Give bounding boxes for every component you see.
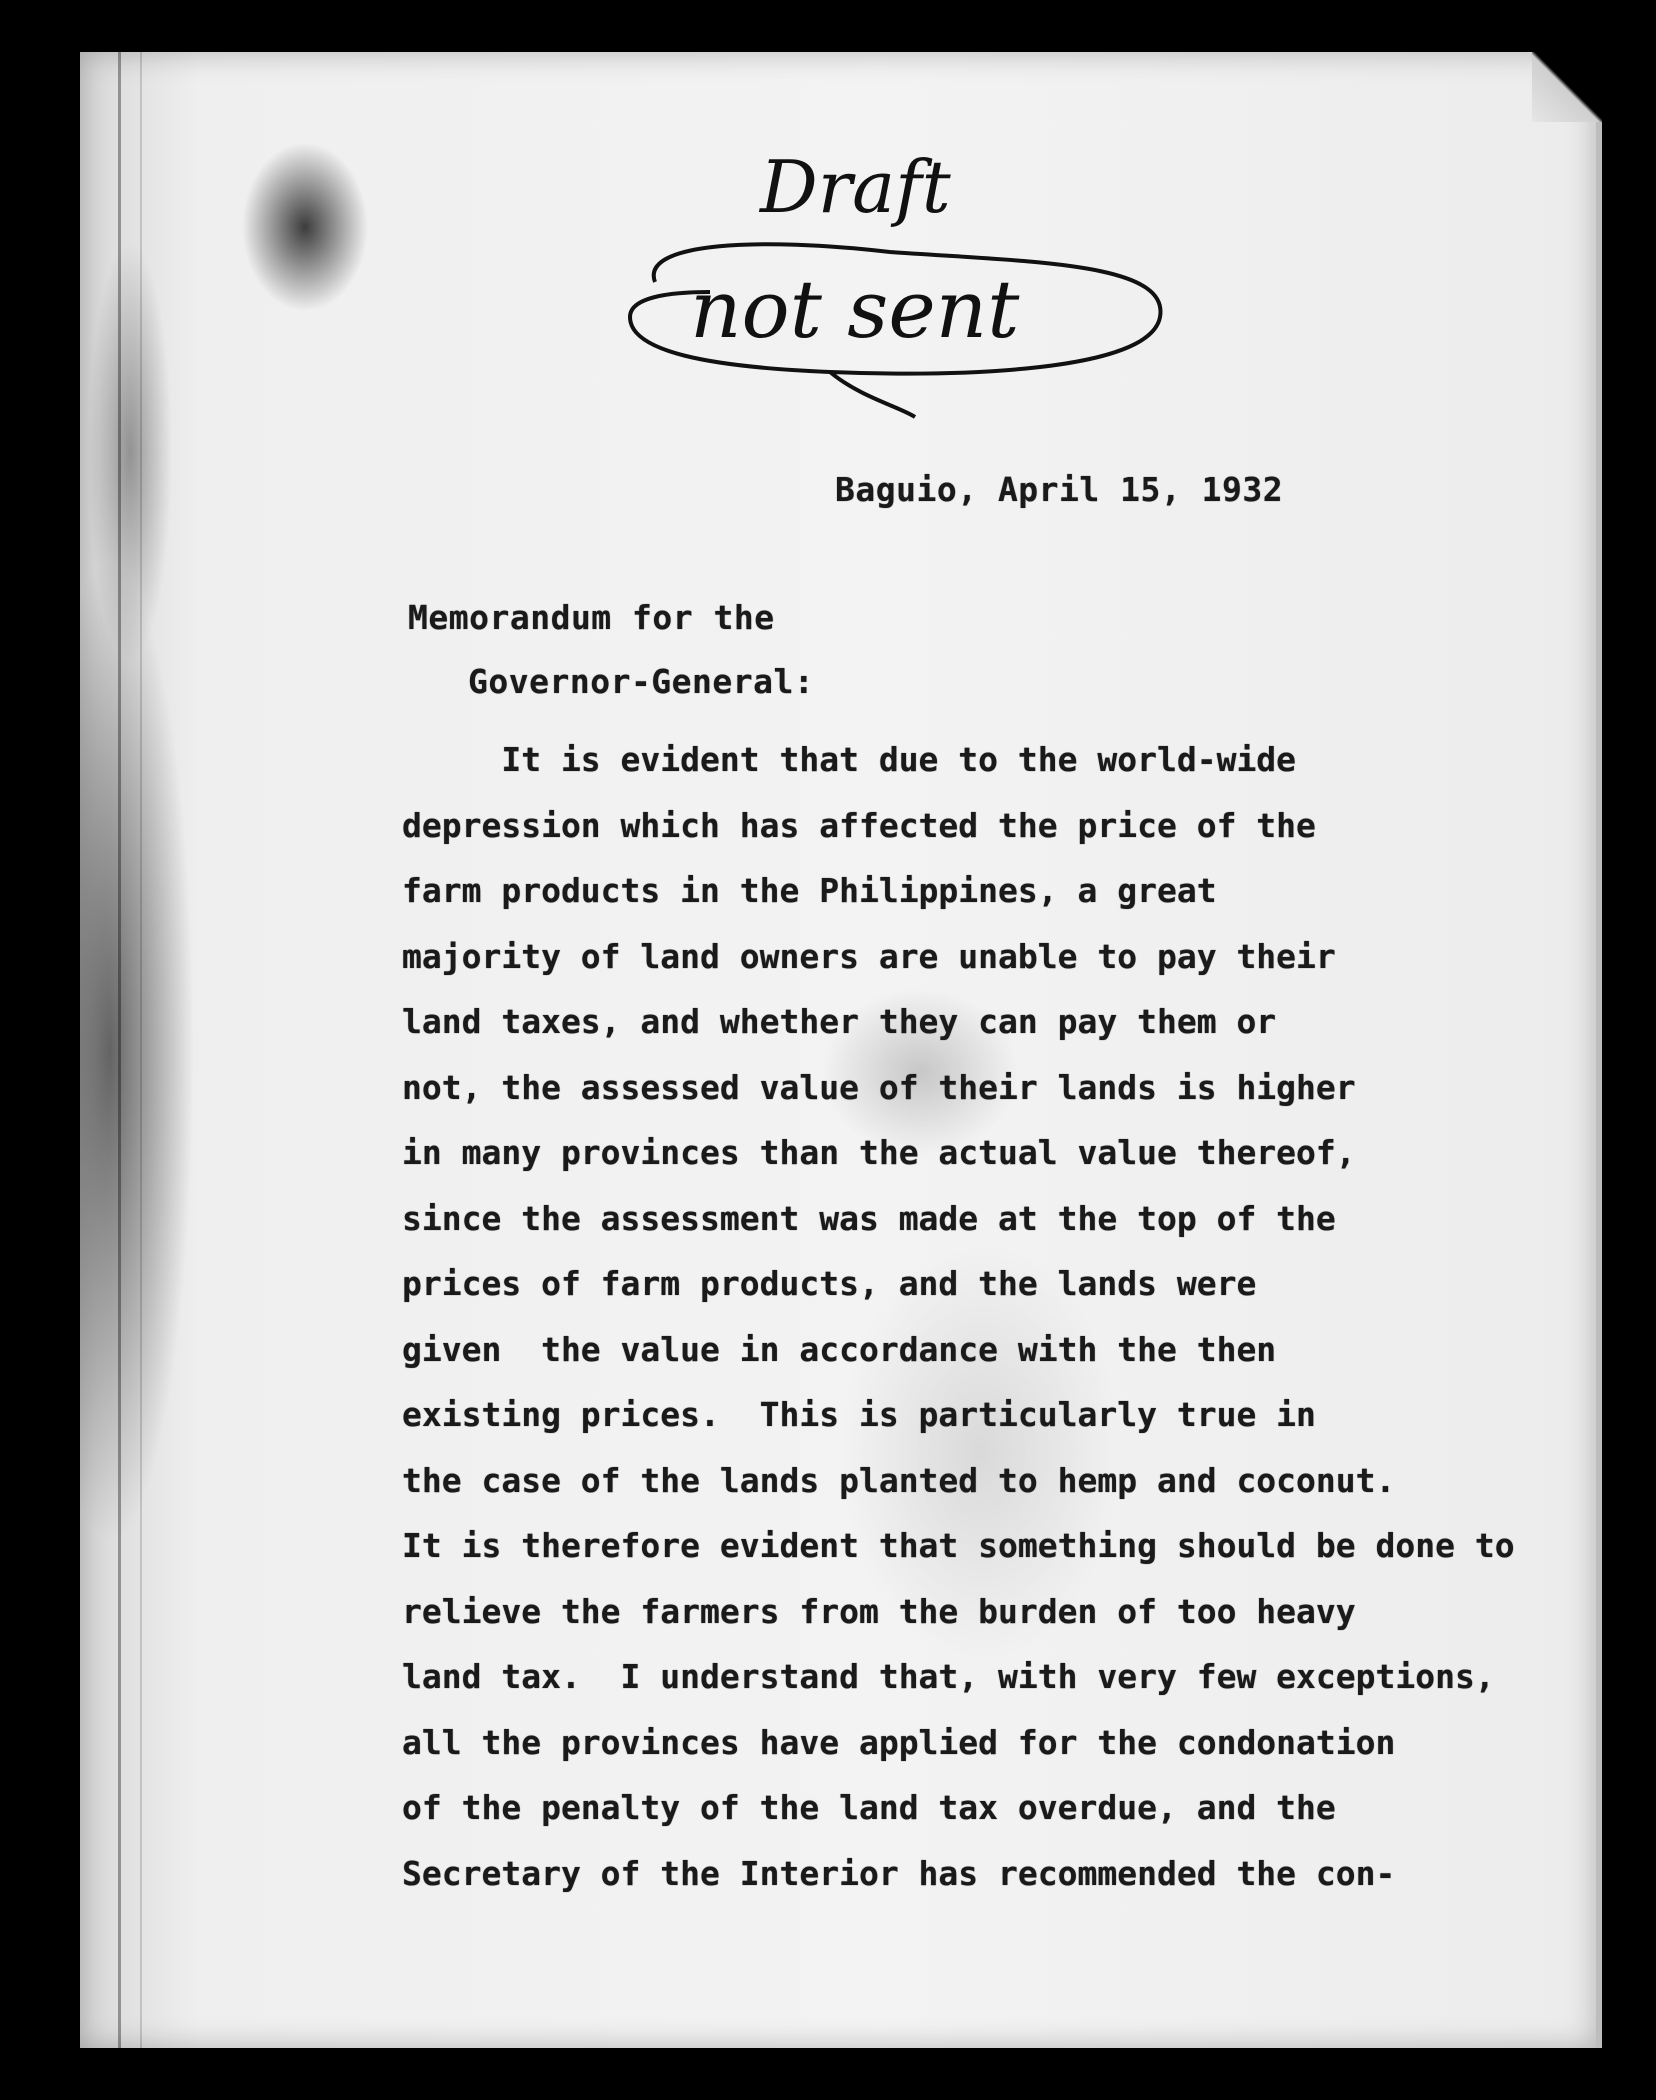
handwritten-tail-stroke xyxy=(830,372,915,417)
memo-body-line: depression which has affected the price of the xyxy=(402,805,1316,845)
memo-body-line: It is evident that due to the world-wide xyxy=(402,740,1297,779)
memo-body-line: since the assessment was made at the top of the xyxy=(402,1198,1336,1238)
handwritten-draft-note: Draft xyxy=(760,145,951,229)
memo-body-line: land tax. I understand that, with very few exceptions, xyxy=(402,1657,1495,1696)
memo-body xyxy=(402,727,1515,1906)
memo-body-line: the case of the lands planted to hemp and coconut. xyxy=(402,1460,1396,1500)
handwritten-not-sent-note: not sent xyxy=(690,263,1020,356)
memo-body-line: in many provinces than the actual value thereof, xyxy=(402,1133,1356,1172)
memo-body-line: given the value in accordance with the then xyxy=(402,1329,1277,1369)
memo-salutation-line-2: Governor-General: xyxy=(468,662,815,701)
memo-body-line: not, the assessed value of their lands is higher xyxy=(402,1067,1356,1107)
page-fold-line xyxy=(118,52,121,2048)
memo-body-line: farm products in the Philippines, a great xyxy=(402,871,1217,910)
page-fold-line-secondary xyxy=(140,52,142,2048)
memo-body-line: prices of farm products, and the lands were xyxy=(402,1264,1257,1303)
memo-salutation-line-1: Memorandum for the xyxy=(408,598,775,637)
memo-body-line: relieve the farmers from the burden of too heavy xyxy=(402,1591,1356,1631)
memo-body-line: Secretary of the Interior has recommended the con- xyxy=(402,1853,1396,1893)
document-page xyxy=(80,52,1602,2048)
memo-body-line: of the penalty of the land tax overdue, and the xyxy=(402,1788,1336,1827)
memo-body-line: It is therefore evident that something should be done to xyxy=(402,1526,1515,1565)
handwritten-annotation xyxy=(560,122,1200,422)
memo-body-line: existing prices. This is particularly true in xyxy=(402,1395,1316,1434)
page-corner-fold xyxy=(1532,52,1602,122)
memo-dateline: Baguio, April 15, 1932 xyxy=(835,470,1284,509)
memo-body-line: majority of land owners are unable to pay their xyxy=(402,936,1336,976)
handwritten-annotation-drawing xyxy=(560,122,1200,422)
memo-body-line: all the provinces have applied for the condonation xyxy=(402,1722,1396,1762)
memo-body-line: land taxes, and whether they can pay them or xyxy=(402,1002,1277,1041)
